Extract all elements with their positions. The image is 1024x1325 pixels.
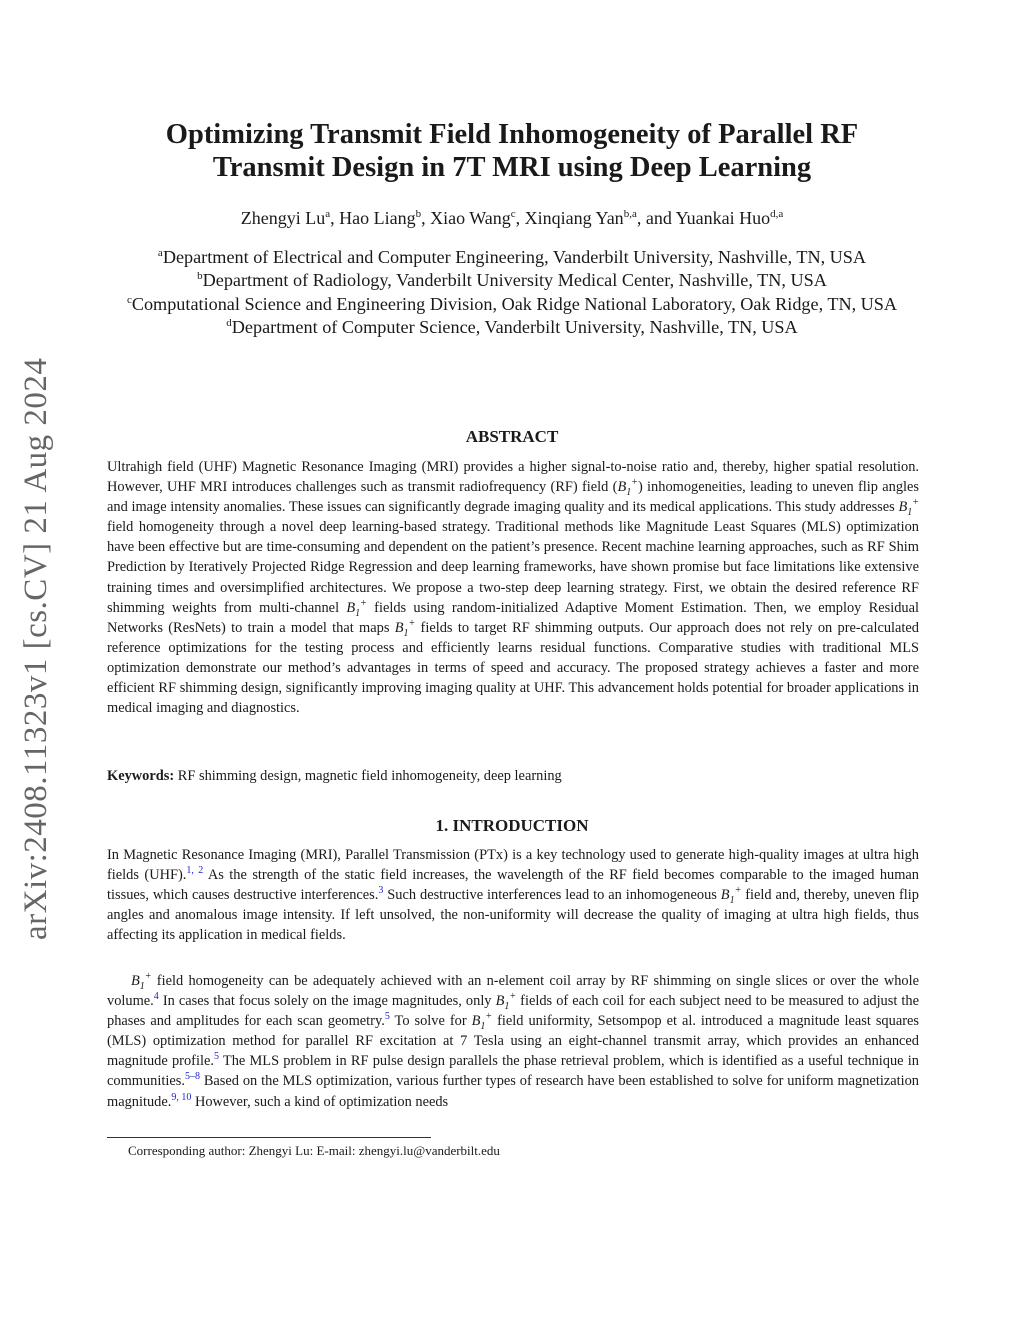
paragraph-text: field homogeneity can be adequately achieved with an n-element coil array by RF shimming on single slices or over the whole volume. [107, 973, 919, 1010]
b1-plus-symbol [471, 1011, 493, 1033]
b1-plus-symbol [394, 617, 416, 639]
affiliation-text: Department of Electrical and Computer Engineering, Vanderbilt University, Nashville, TN, USA [162, 247, 867, 267]
symbol-subscript: 1 [480, 1021, 486, 1033]
paragraph-text: fields of each coil for each subject need to be measured to adjust the phases and amplitudes for each scan geometry. [107, 993, 919, 1030]
symbol-superscript: + [509, 991, 517, 1003]
symbol-subscript: 1 [355, 607, 361, 619]
symbol-base: B [471, 1013, 481, 1030]
symbol-subscript: 1 [504, 1000, 510, 1012]
paragraph-text: In cases that focus solely on the image magnitudes, only [158, 993, 496, 1010]
author-affiliation-mark: b [415, 208, 422, 220]
symbol-base: B [394, 619, 404, 636]
b1-plus-symbol [898, 497, 919, 519]
introduction-heading: 1. INTRODUCTION [435, 816, 589, 835]
paragraph-text: Based on the MLS optimization, various further types of research have been established to solve for uniform magnetization magnitude. [107, 1073, 919, 1110]
author-separator: , [421, 208, 431, 228]
symbol-superscript: + [631, 477, 638, 489]
abstract-text: fields to target RF shimming outputs. Our approach does not rely on pre-calculated reference optimizations for the testing process and efficiently learns residual functions. Comparative studies with traditional MLS optimization demonstrate our method’s advantages in terms of speed and accuracy. The proposed strategy achieves a faster and more efficient RF shimming design, significantly improving imaging quality at UHF. This advancement holds potential for broader applications in medical imaging and diagnostics. [107, 619, 919, 717]
arxiv-identifier-stamp: arXiv:2408.11323v1 [cs.CV] 21 Aug 2024 [18, 357, 54, 940]
affiliation-mark: a [157, 246, 163, 259]
author-name: Hao Liang [339, 208, 416, 228]
paragraph-text: field and, thereby, uneven flip angles and anomalous image intensity. If left unsolved, the non-uniformity will decrease the quality of imaging at ultra high fields, thus affecting its application in medical fields. [107, 887, 919, 944]
introduction-paragraph-2 [107, 971, 919, 1112]
symbol-subscript: 1 [907, 507, 913, 519]
author-name: Xiao Wang [430, 208, 511, 228]
author-affiliation-mark: d,a [770, 208, 784, 220]
citation-link[interactable]: 5 [384, 1011, 390, 1023]
symbol-base: B [131, 973, 140, 989]
paragraph-text: In Magnetic Resonance Imaging (MRI), Parallel Transmission (PTx) is a key technology used to generate high-quality images at ultra high fields (UHF). [107, 847, 919, 884]
author-name: Xinqiang Yan [524, 208, 624, 228]
symbol-base: B [617, 479, 627, 496]
symbol-base: B [898, 499, 908, 516]
abstract-text: ) inhomogeneities, leading to uneven flip angles and image intensity anomalies. These issues can significantly degrade imaging quality and its medical applications. This study addresses [107, 479, 920, 516]
abstract-text: fields using random-initialized Adaptive Moment Estimation. Then, we employ Residual Networks (ResNets) to train a model that maps [107, 599, 919, 636]
paragraph-text: To solve for [389, 1013, 472, 1030]
title-line-1: Optimizing Transmit Field Inhomogeneity of Parallel RF [165, 119, 859, 150]
symbol-subscript: 1 [626, 486, 632, 498]
affiliation-text: Computational Science and Engineering Division, Oak Ridge National Laboratory, Oak Ridge, TN, USA [131, 293, 898, 314]
paragraph-text: Such destructive interferences lead to an inhomogeneous [383, 887, 721, 904]
b1-plus-symbol [495, 991, 517, 1012]
affiliation-text: Department of Computer Science, Vanderbilt University, Nashville, TN, USA [231, 317, 798, 338]
affiliation-mark: b [197, 270, 203, 283]
author-name: Yuankai Huo [675, 208, 771, 228]
citation-link[interactable]: 1, 2 [186, 865, 204, 877]
corresponding-author-footnote: Corresponding author: Zhengyi Lu: E-mail: zhengyi.lu@vanderbilt.edu [128, 1143, 500, 1158]
keywords [107, 766, 919, 786]
symbol-base: B [720, 887, 730, 904]
author-affiliation-mark: c [510, 208, 516, 220]
author-name: Zhengyi Lu [240, 208, 326, 228]
symbol-base: B [495, 993, 505, 1010]
citation-link[interactable]: 5–8 [184, 1071, 200, 1083]
citation-link[interactable]: 4 [153, 991, 159, 1003]
symbol-superscript: + [485, 1011, 493, 1023]
affiliation [104, 293, 920, 316]
affiliation-list [104, 246, 920, 340]
title-line-2: Transmit Design in 7T MRI using Deep Learning [212, 152, 812, 183]
paragraph-text: The MLS problem in RF pulse design parallels the phase retrieval problem, which is identified as a useful technique in communities. [107, 1053, 919, 1090]
abstract-heading: ABSTRACT [465, 427, 559, 446]
citation-link[interactable]: 5 [213, 1051, 219, 1063]
paragraph-text: As the strength of the static field increases, the wavelength of the RF field becomes comparable to the imaged human tissues, which causes destructive interferences. [107, 867, 920, 904]
citation-link[interactable]: 9, 10 [171, 1091, 192, 1103]
footnote-divider [107, 1137, 431, 1138]
symbol-superscript: + [734, 885, 742, 897]
symbol-superscript: + [912, 497, 919, 509]
b1-plus-symbol [346, 597, 367, 619]
introduction-paragraph-1 [107, 845, 919, 945]
keywords-text: RF shimming design, magnetic field inhomogeneity, deep learning [177, 768, 562, 784]
citation-link[interactable]: 3 [378, 885, 384, 897]
keywords-label: Keywords: [107, 768, 175, 784]
affiliation [104, 246, 920, 269]
b1-plus-symbol [617, 477, 638, 498]
affiliation-text: Department of Radiology, Vanderbilt University Medical Center, Nashville, TN, USA [202, 270, 827, 291]
abstract-text: Ultrahigh field (UHF) Magnetic Resonance Imaging (MRI) provides a higher signal-to-noise ratio and, thereby, higher spatial resolution. However, UHF MRI introduces challenges such as transmit radiofrequency (RF) field ( [107, 459, 919, 496]
b1-plus-symbol [131, 971, 152, 992]
symbol-superscript: + [360, 597, 367, 609]
author-separator: , [515, 208, 525, 228]
abstract-text: field homogeneity through a novel deep learning-based strategy. Traditional methods like Magnitude Least Squares (MLS) optimization have been effective but are time-consuming and dependent on the patient’s presence. Recent machine learning approaches, such as RF Shim Prediction by Iteratively Projected Ridge Regression and deep learning frameworks, have shown promise but face limitations like extensive training times and oversimplified architectures. We propose a two-step deep learning strategy. First, we obtain the desired reference RF shimming weights from multi-channel [107, 519, 919, 616]
symbol-subscript: 1 [403, 627, 409, 639]
affiliation-mark: c [126, 293, 132, 306]
symbol-superscript: + [144, 971, 152, 983]
author-affiliation-mark: a [325, 208, 331, 220]
abstract-body [107, 457, 919, 718]
affiliation [104, 316, 920, 339]
symbol-subscript: 1 [139, 980, 145, 992]
symbol-superscript: + [408, 617, 416, 629]
author-list [104, 206, 920, 230]
author-affiliation-mark: b,a [623, 208, 637, 220]
b1-plus-symbol [720, 885, 742, 907]
author-separator: , and [636, 208, 676, 228]
paragraph-text: field uniformity, Setsompop et al. introduced a magnitude least squares (MLS) optimization method for parallel RF excitation at 7 Tesla using an eight-channel transmit array, which provides an enhanced magnitude profile. [107, 1013, 919, 1070]
paper-title [104, 118, 920, 184]
paragraph-text: However, such a kind of optimization needs [191, 1093, 449, 1110]
author-separator: , [330, 208, 340, 228]
symbol-subscript: 1 [729, 895, 735, 907]
symbol-base: B [346, 599, 356, 616]
affiliation-mark: d [226, 317, 232, 330]
affiliation [104, 269, 920, 292]
